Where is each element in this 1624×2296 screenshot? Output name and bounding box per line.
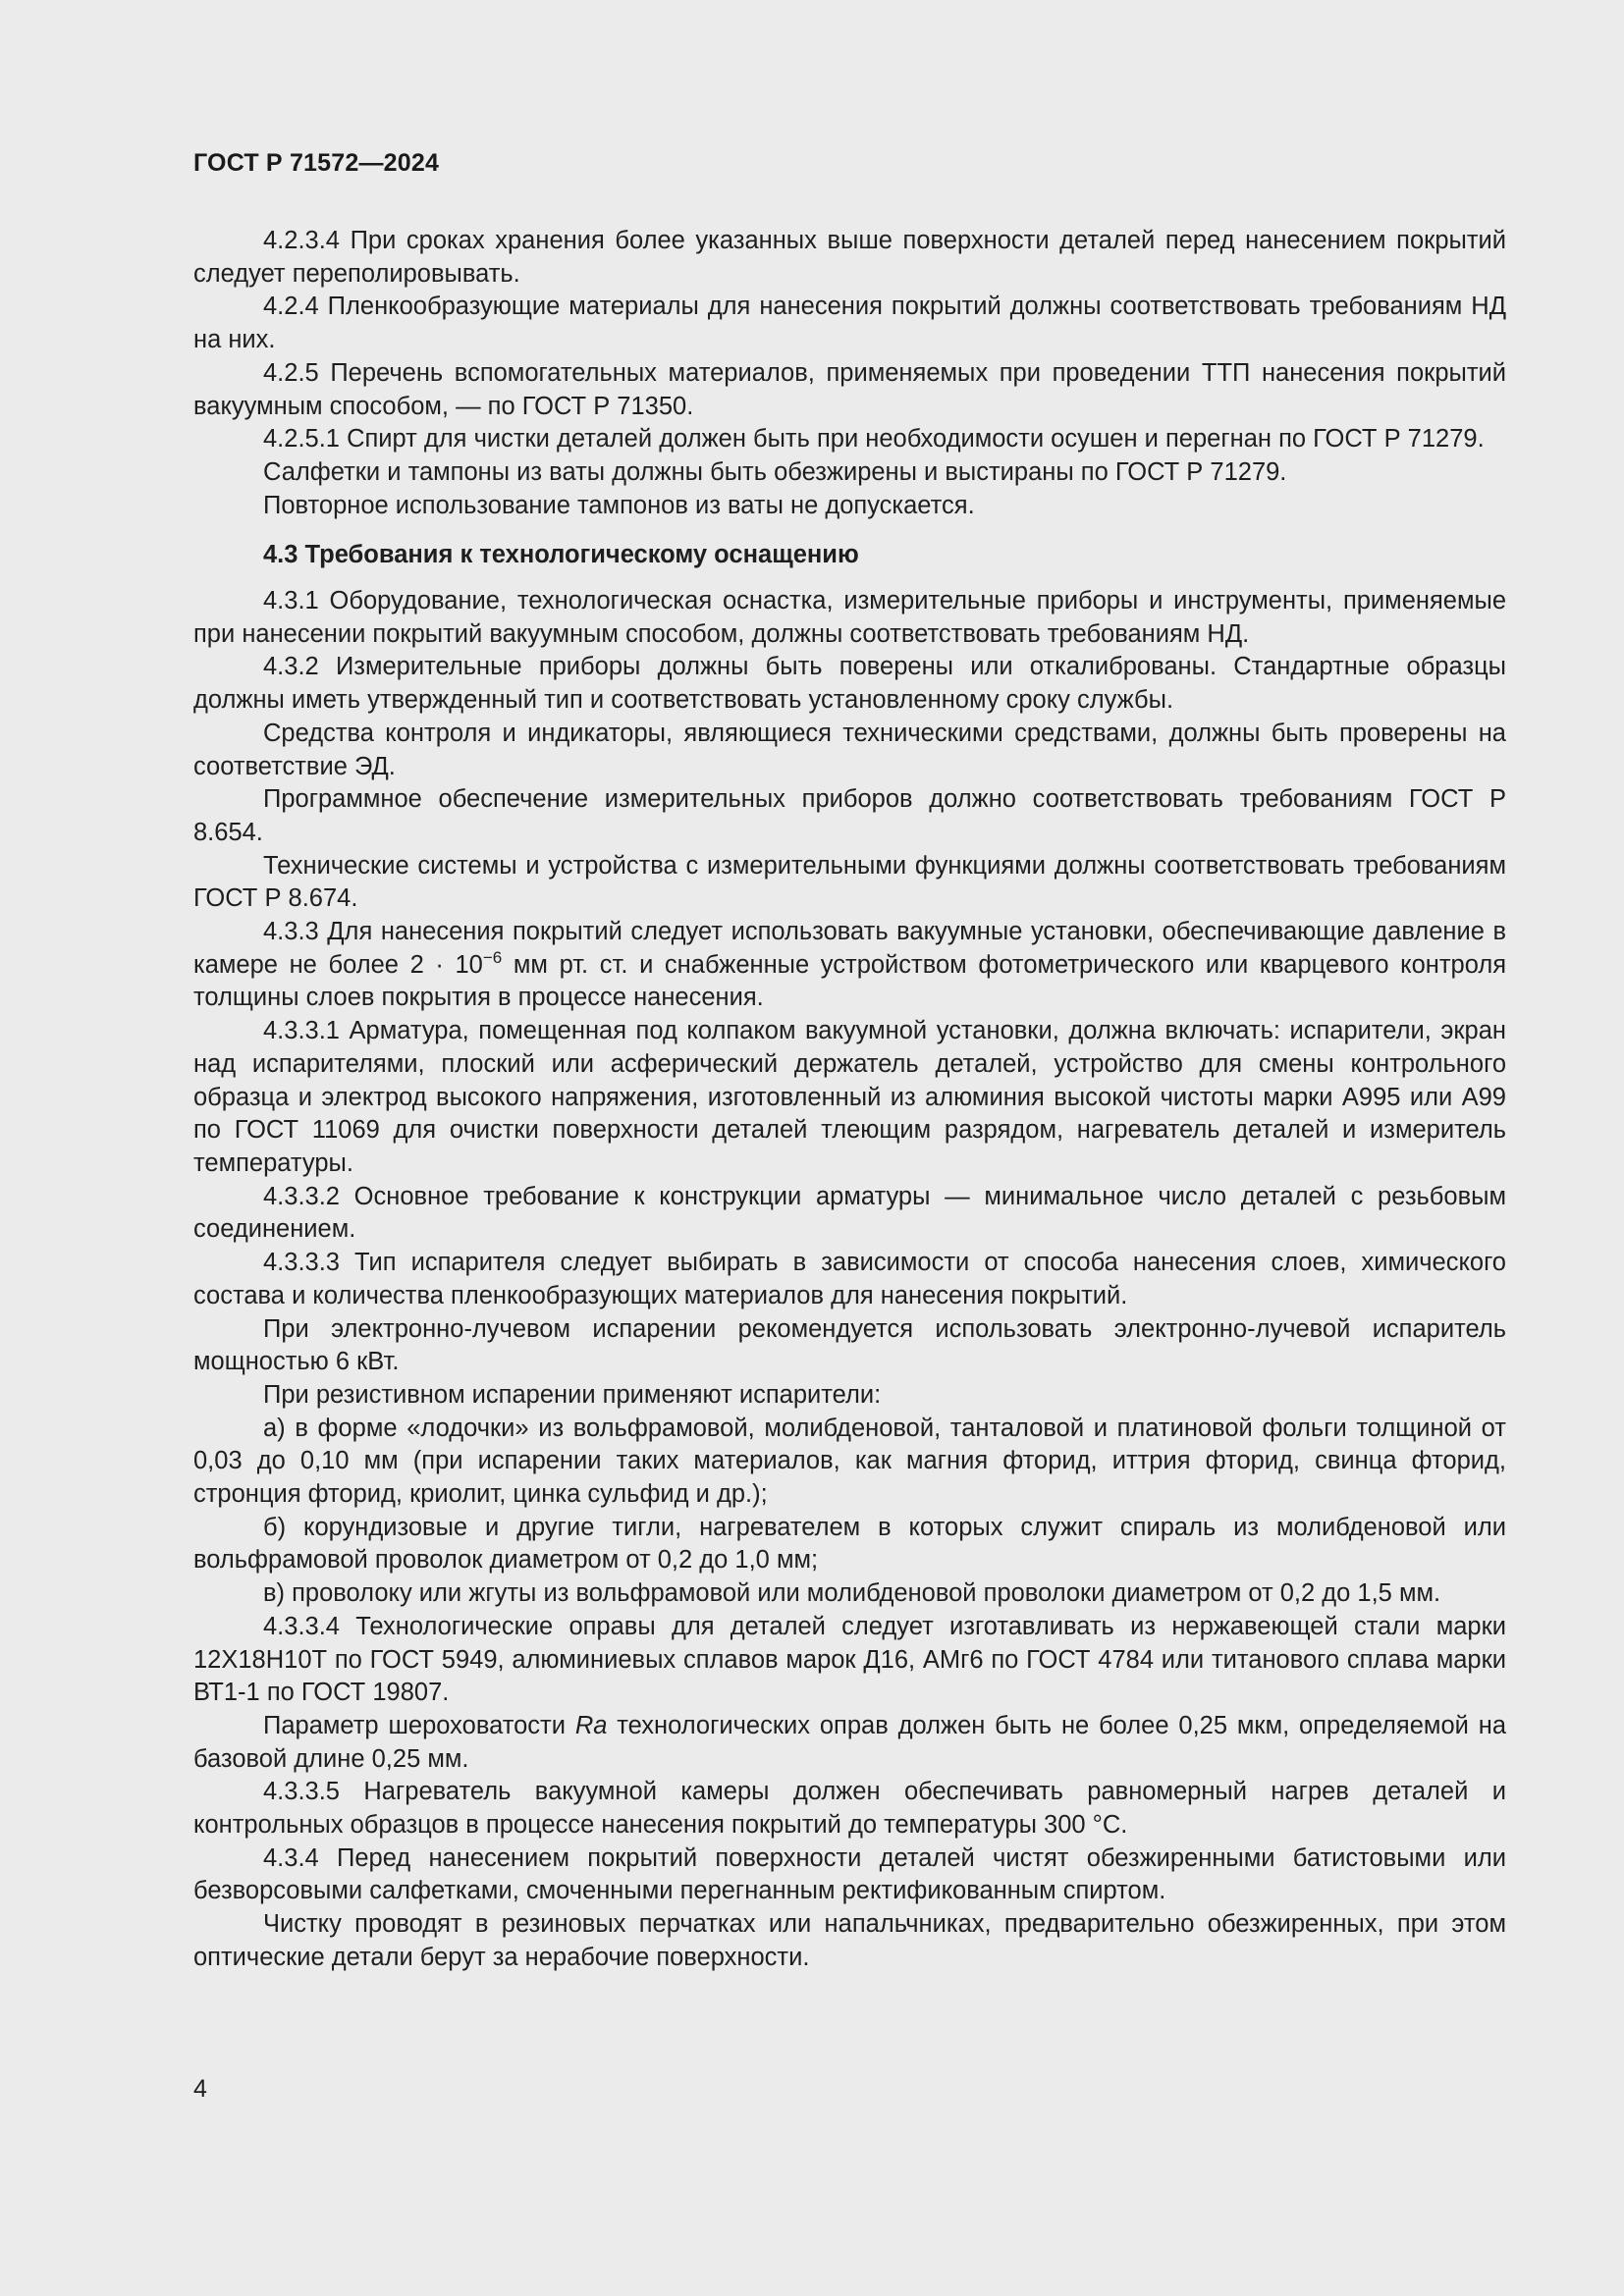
section-heading-4-3: 4.3 Требования к технологическому оснащению [263,541,859,569]
paragraph-roughness-text-end: технологических оправ должен быть не более 0,25 мкм, определяемой на базовой длине 0,25 мм. [193,1711,1506,1773]
paragraph-4-2-5: 4.2.5 Перечень вспомогательных материалов, применяемых при проведении ТТП нанесения покрытий вакуумным способом, — по ГОСТ Р 71350. [193,358,1506,420]
list-item-b: б) корундизовые и другие тигли, нагревателем в которых служит спираль из молибденовой или вольфрамовой проволок диаметром от 0,2 до 1,0 мм; [193,1513,1506,1575]
roughness-symbol: Ra [574,1711,608,1739]
paragraph-electron-beam: При электронно-лучевом испарении рекомендуется использовать электронно-лучевой испаритель мощностью 6 кВт. [193,1314,1506,1376]
list-item-a: а) в форме «лодочки» из вольфрамовой, молибденовой, танталовой и платиновой фольги толщиной от 0,03 до 0,10 мм (при испарении таких материалов, как магния фторид, иттрия фторид, свинца фторид, стронция фторид, криолит, цинка сульфид и др.); [193,1414,1506,1509]
paragraph-4-3-3-1: 4.3.3.1 Арматура, помещенная под колпаком вакуумной установки, должна включать: испарители, экран над испарителями, плоский или асферический держатель деталей, устройство для смены контрольного образца и электрод высокого напряжения, изготовленный из алюминия высокой чистоты марки А995 или А99 по ГОСТ 11069 для очистки поверхности деталей тлеющим разрядом, нагреватель деталей и измеритель температуры. [193,1017,1506,1177]
paragraph-4-3-3-text-start: 4.3.3 Для нанесения покрытий следует использовать вакуумные установки, обеспечивающие давление в камере не более 2 · 10 [193,918,1506,979]
pressure-exponent: −6 [482,947,503,967]
document-body [193,225,1506,1975]
paragraph-4-3-2: 4.3.2 Измерительные приборы должны быть поверены или откалиброваны. Стандартные образцы должны иметь утвержденный тип и соответствовать установленному сроку службы. [193,653,1506,715]
paragraph-resistive: При резистивном испарении применяют испарители: [263,1380,882,1409]
paragraph-4-3-3 [193,916,1506,1015]
paragraph-4-3-3-text-end: мм рт. ст. и снабженные устройством фотометрического или кварцевого контроля толщины слоев покрытия в процессе нанесения. [193,950,1507,1012]
paragraph-4-3-3-2: 4.3.3.2 Основное требование к конструкции арматуры — минимальное число деталей с резьбовым соединением. [193,1182,1506,1244]
paragraph-roughness-text-start: Параметр шероховатости [263,1711,575,1739]
document-header: ГОСТ Р 71572—2024 [193,149,440,177]
paragraph-wipes: Салфетки и тампоны из ваты должны быть обезжирены и выстираны по ГОСТ Р 71279. [263,457,1287,486]
paragraph-cleaning: Чистку проводят в резиновых перчатках или напальчниках, предварительно обезжиренных, при этом оптические детали берут за нерабочие поверхности. [193,1910,1506,1971]
paragraph-software: Программное обеспечение измерительных приборов должно соответствовать требованиям ГОСТ Р 8.654. [193,785,1506,846]
paragraph-4-3-3-5: 4.3.3.5 Нагреватель вакуумной камеры должен обеспечивать равномерный нагрев деталей и контрольных образцов в процессе нанесения покрытий до температуры 300 °С. [193,1778,1506,1840]
paragraph-control-means: Средства контроля и индикаторы, являющиеся техническими средствами, должны быть проверены на соответствие ЭД. [193,719,1506,780]
page-number: 4 [193,2075,207,2103]
list-item-v: в) проволоку или жгуты из вольфрамовой или молибденовой проволоки диаметром от 0,2 до 1,5 мм. [263,1579,1441,1608]
paragraph-roughness [193,1710,1506,1776]
paragraph-4-2-5-1: 4.2.5.1 Спирт для чистки деталей должен быть при необходимости осушен и перегнан по ГОСТ Р 71279. [263,425,1485,454]
paragraph-4-3-3-3: 4.3.3.3 Тип испарителя следует выбирать в зависимости от способа нанесения слоев, химического состава и количества пленкообразующих материалов для нанесения покрытий. [193,1249,1506,1309]
paragraph-4-3-3-4: 4.3.3.4 Технологические оправы для деталей следует изготавливать из нержавеющей стали марки 12Х18Н10Т по ГОСТ 5949, алюминиевых сплавов марок Д16, АМг6 по ГОСТ 4784 или титанового сплава марки ВТ1-1 по ГОСТ 19807. [193,1612,1506,1707]
paragraph-technical-systems: Технические системы и устройства с измерительными функциями должны соответствовать требованиям ГОСТ Р 8.674. [193,851,1506,913]
paragraph-4-3-1: 4.3.1 Оборудование, технологическая оснастка, измерительные приборы и инструменты, применяемые при нанесении покрытий вакуумным способом, должны соответствовать требованиям НД. [193,587,1506,648]
paragraph-4-2-4: 4.2.4 Пленкообразующие материалы для нанесения покрытий должны соответствовать требованиям НД на них. [193,293,1506,354]
paragraph-4-3-4: 4.3.4 Перед нанесением покрытий поверхности деталей чистят обезжиренными батистовыми или безворсовыми салфетками, смоченными перегнанным ректификованным спиртом. [193,1843,1506,1905]
paragraph-4-2-3-4: 4.2.3.4 При сроках хранения более указанных выше поверхности деталей перед нанесением покрытий следует переполировывать. [193,227,1506,288]
paragraph-reuse: Повторное использование тампонов из ваты не допускается. [263,491,975,519]
